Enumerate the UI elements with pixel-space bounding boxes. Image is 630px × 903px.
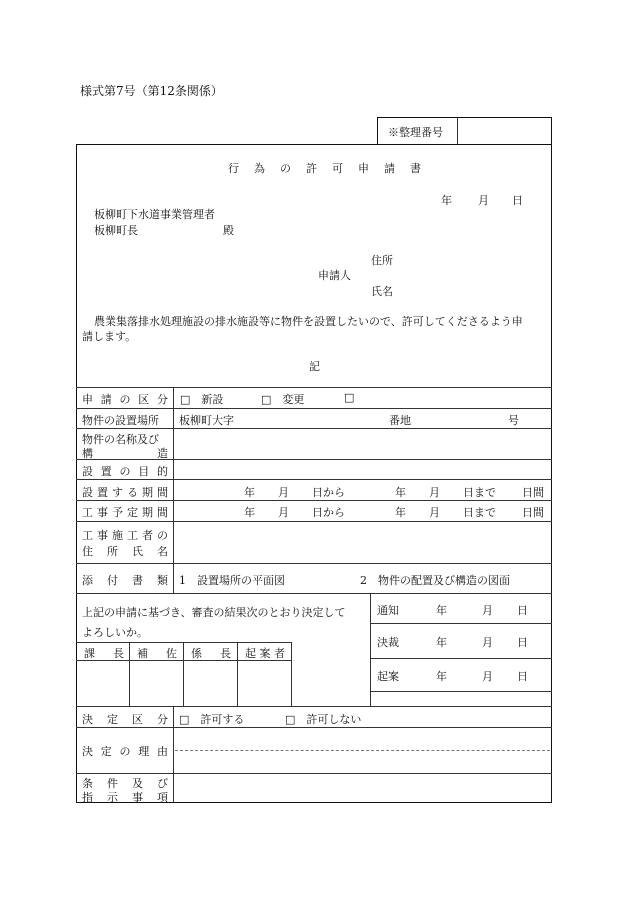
contractor-field[interactable] (176, 524, 548, 560)
contractor-label2: 住 所 氏 名 (82, 545, 168, 558)
work-period-day-to: 日まで (463, 506, 496, 519)
ref-number-label: ※整理番号 (388, 126, 443, 139)
period-month-to: 月 (429, 486, 440, 499)
approval-year: 年 (436, 636, 447, 649)
period-label: 設 置 す る 期 間 (82, 486, 168, 499)
approver-kacho: 課 長 (84, 647, 124, 660)
notice-label: 通知 (377, 604, 399, 617)
work-period-year-from: 年 (244, 506, 255, 519)
applicant-address-label: 住所 (371, 254, 393, 267)
period-year-to: 年 (395, 486, 406, 499)
body-text-line1: 農業集落排水処理施設の排水施設等に物件を設置したいので、許可してくださるよう申 (94, 315, 523, 328)
draft-day: 日 (517, 670, 528, 683)
form-title: 行為の許可申請書 (228, 162, 436, 175)
purpose-field[interactable] (176, 462, 548, 477)
addressee-honorific: 殿 (223, 224, 234, 237)
approval-month: 月 (482, 636, 493, 649)
decision-reason-field[interactable] (176, 730, 548, 770)
approver-kacho-stamp[interactable] (78, 662, 128, 704)
ki-mark: 記 (309, 360, 320, 373)
category-change-checkbox[interactable]: □ 変更 (261, 393, 305, 406)
contractor-label1: 工 事 施 工 者 の (82, 529, 168, 542)
category-new-checkbox[interactable]: □ 新設 (180, 393, 224, 406)
addressee-line2: 板柳町長 (94, 224, 138, 237)
approver-kiansha-stamp[interactable] (239, 662, 290, 704)
period-year-from: 年 (244, 486, 255, 499)
applicant-name-label: 氏名 (371, 285, 393, 298)
decision-text-line2: よろしいか。 (82, 626, 148, 639)
approver-kakaricho-stamp[interactable] (185, 662, 236, 704)
category-label: 申 請 の 区 分 (82, 393, 168, 406)
period-days: 日間 (522, 486, 544, 499)
notice-year: 年 (436, 604, 447, 617)
decision-text-line1: 上記の申請に基づき、審査の結果次のとおり決定して (82, 606, 346, 619)
conditions-label2: 指 示 事 項 (82, 791, 168, 804)
work-period-month-from: 月 (278, 506, 289, 519)
location-banchi: 番地 (389, 414, 411, 427)
name-structure-label2: 構 造 (82, 447, 168, 460)
decision-reason-label: 決 定 の 理 由 (82, 745, 168, 758)
location-go: 号 (508, 414, 519, 427)
form-number: 様式第7号（第12条関係） (80, 84, 223, 98)
approval-label: 決裁 (377, 636, 399, 649)
notice-month: 月 (482, 604, 493, 617)
applicant-label: 申請人 (318, 269, 351, 282)
work-period-label: 工 事 予 定 期 間 (82, 506, 168, 519)
notice-day: 日 (517, 604, 528, 617)
permit-checkbox[interactable]: □ 許可する (179, 713, 245, 726)
work-period-year-to: 年 (395, 506, 406, 519)
draft-month: 月 (482, 670, 493, 683)
date-year: 年 (441, 194, 452, 207)
period-day-from: 日から (312, 486, 345, 499)
approver-kiansha: 起 案 者 (245, 647, 285, 660)
decision-category-label: 決 定 区 分 (82, 713, 168, 726)
attachment-item1: 1 設置場所の平面図 (179, 574, 285, 587)
approver-kakaricho: 係 長 (191, 647, 231, 660)
date-day: 日 (512, 194, 523, 207)
location-label: 物件の設置場所 (82, 414, 159, 427)
approval-day: 日 (517, 636, 528, 649)
period-month-from: 月 (278, 486, 289, 499)
conditions-label1: 条 件 及 び (82, 777, 168, 790)
date-month: 月 (478, 194, 489, 207)
work-period-days: 日間 (522, 506, 544, 519)
purpose-label: 設 置 の 目 的 (82, 465, 168, 478)
body-text-line2: 請します。 (82, 330, 137, 343)
ref-number-field[interactable] (460, 120, 549, 142)
approver-hosa-stamp[interactable] (131, 662, 182, 704)
draft-year: 年 (436, 670, 447, 683)
attachments-label: 添 付 書 類 (82, 574, 168, 587)
approver-hosa: 補 佐 (137, 647, 177, 660)
draft-label: 起案 (377, 670, 399, 683)
work-period-day-from: 日から (312, 506, 345, 519)
location-town: 板柳町大字 (179, 414, 234, 427)
attachment-item2: 2 物件の配置及び構造の図面 (360, 574, 510, 587)
deny-checkbox[interactable]: □ 許可しない (285, 713, 362, 726)
conditions-field[interactable] (176, 776, 548, 800)
period-day-to: 日まで (463, 486, 496, 499)
name-structure-field[interactable] (176, 431, 548, 456)
category-other-checkbox[interactable]: □ (344, 391, 355, 404)
addressee-line1: 板柳町下水道事業管理者 (94, 208, 215, 221)
work-period-month-to: 月 (429, 506, 440, 519)
name-structure-label1: 物件の名称及び (82, 433, 159, 446)
